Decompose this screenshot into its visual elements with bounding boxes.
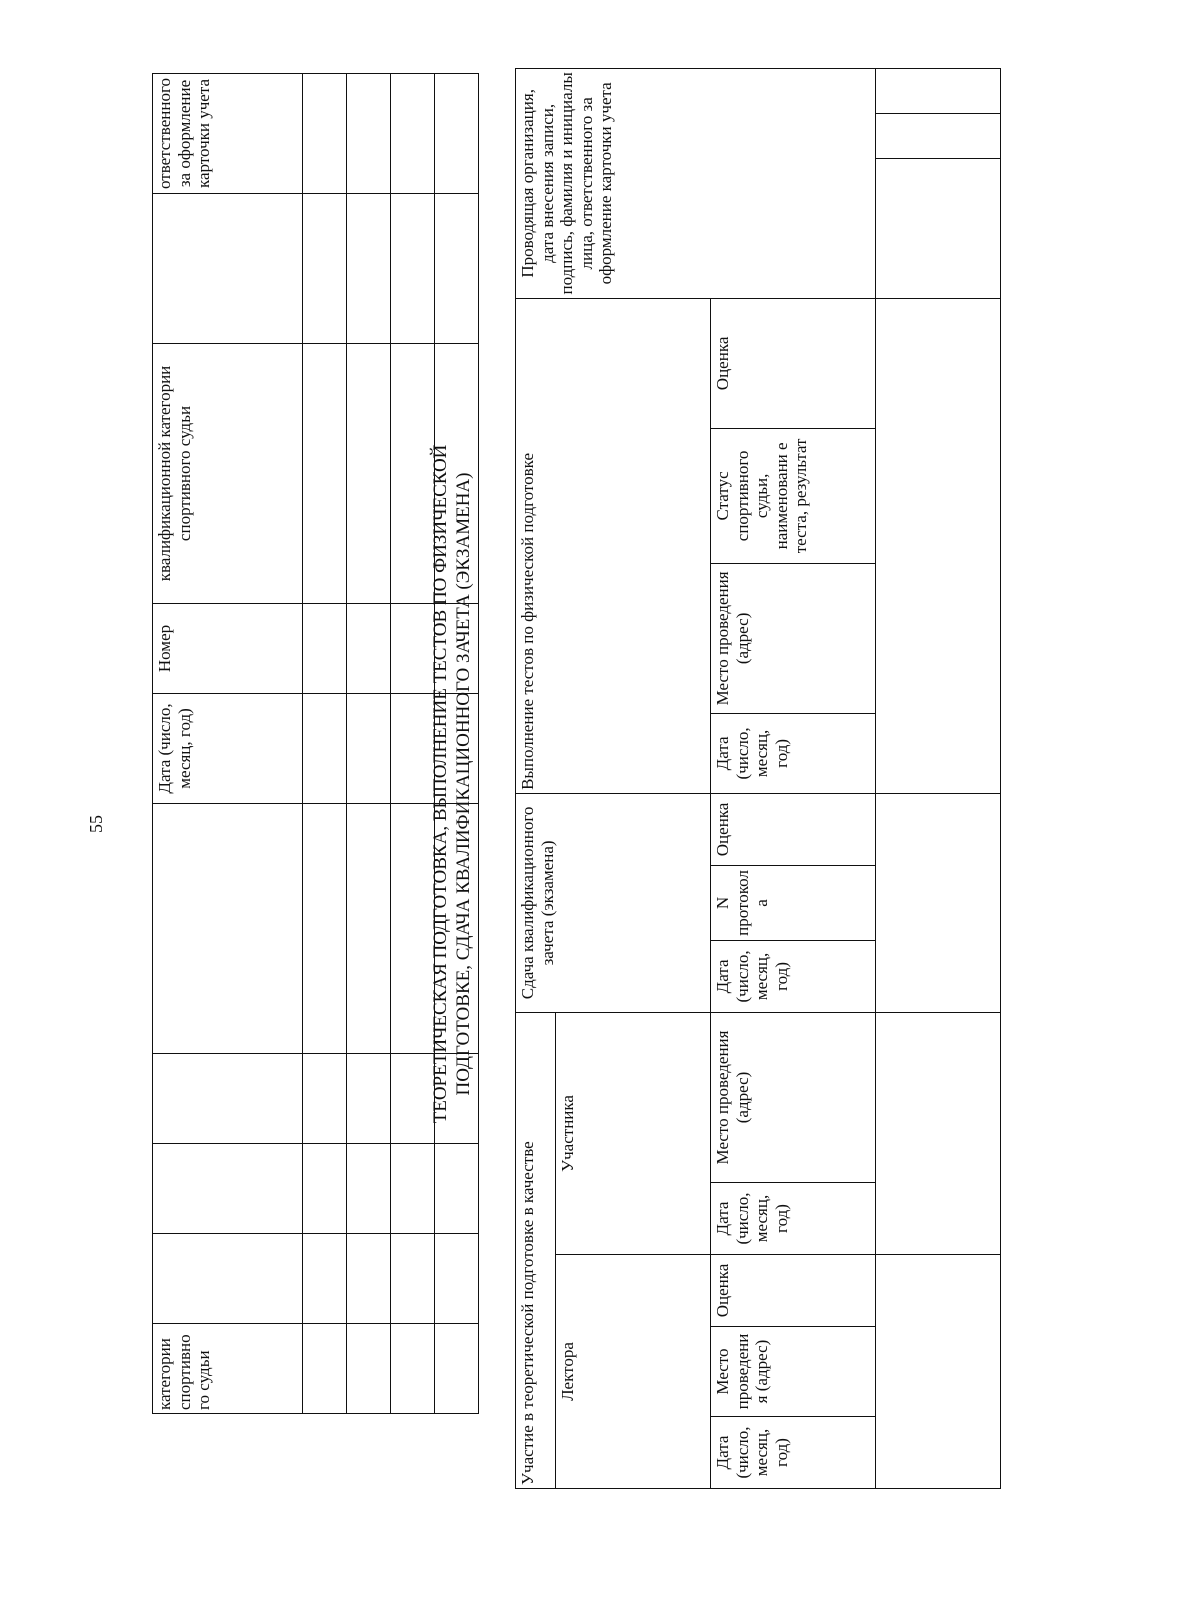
col-lector-date: Дата (число, месяц, год): [711, 1417, 876, 1489]
col-participant-date: Дата (число, месяц, год): [711, 1183, 876, 1255]
header-qualification: квалификационной категории спортивного судьи: [153, 344, 303, 604]
col-exam-date: Дата (число, месяц, год): [711, 940, 876, 1012]
col-lector-place: Место проведени я (адрес): [711, 1327, 876, 1417]
col-tests-date: Дата (число, месяц, год): [711, 713, 876, 793]
title-line-1: ТЕОРЕТИЧЕСКАЯ ПОДГОТОВКА, ВЫПОЛНЕНИЕ ТЕСТОВ ПО ФИЗИЧЕСКОЙ: [430, 444, 451, 1124]
col-exam-grade: Оценка: [711, 793, 876, 865]
group-org: Проводящая организация, дата внесения записи, подпись, фамилия и инициалы лица, ответственного за оформление карточки учета: [516, 68, 876, 298]
col-exam-protocol: N протокола: [711, 865, 876, 940]
section-title: [430, 79, 476, 1489]
table-row: [347, 74, 391, 1414]
top-table-header-row: [153, 74, 303, 1414]
col-tests-place: Место проведения (адрес): [711, 563, 876, 713]
header-empty-4: [153, 804, 303, 1054]
header-empty-3: [153, 1054, 303, 1144]
col-tests-grade: Оценка: [711, 298, 876, 428]
table-row: [391, 74, 435, 1414]
subgroup-lector: Лектора: [556, 1255, 711, 1489]
header-empty-5: [153, 194, 303, 344]
bottom-table: [515, 68, 1001, 1489]
bottom-table-group-row: [516, 68, 556, 1488]
header-date: Дата (число, месяц, год): [153, 694, 303, 804]
group-exam: Сдача квалификационного зачета (экзамена): [516, 793, 711, 1012]
header-number: Номер: [153, 604, 303, 694]
group-theory: Участие в теоретической подготовке в качестве: [516, 1012, 556, 1488]
title-line-2: ПОДГОТОВКЕ, СДАЧА КВАЛИФИКАЦИОННОГО ЗАЧЕТА (ЭКЗАМЕНА): [452, 472, 474, 1096]
col-participant-place: Место проведения (адрес): [711, 1012, 876, 1182]
header-category: категории спортивно го судьи: [153, 1324, 303, 1414]
subgroup-participant: Участника: [556, 1012, 711, 1254]
header-empty-2: [153, 1144, 303, 1234]
page-number: 55: [86, 815, 106, 833]
group-tests: Выполнение тестов по физической подготовке: [516, 298, 711, 793]
table-row: [303, 74, 347, 1414]
col-lector-grade: Оценка: [711, 1255, 876, 1327]
header-empty-1: [153, 1234, 303, 1324]
header-responsible: ответственного за оформление карточки учета: [153, 74, 303, 194]
col-tests-status: Статус спортивного судьи, наименовани е теста, результат: [711, 428, 876, 563]
table-row: [876, 68, 1001, 1488]
